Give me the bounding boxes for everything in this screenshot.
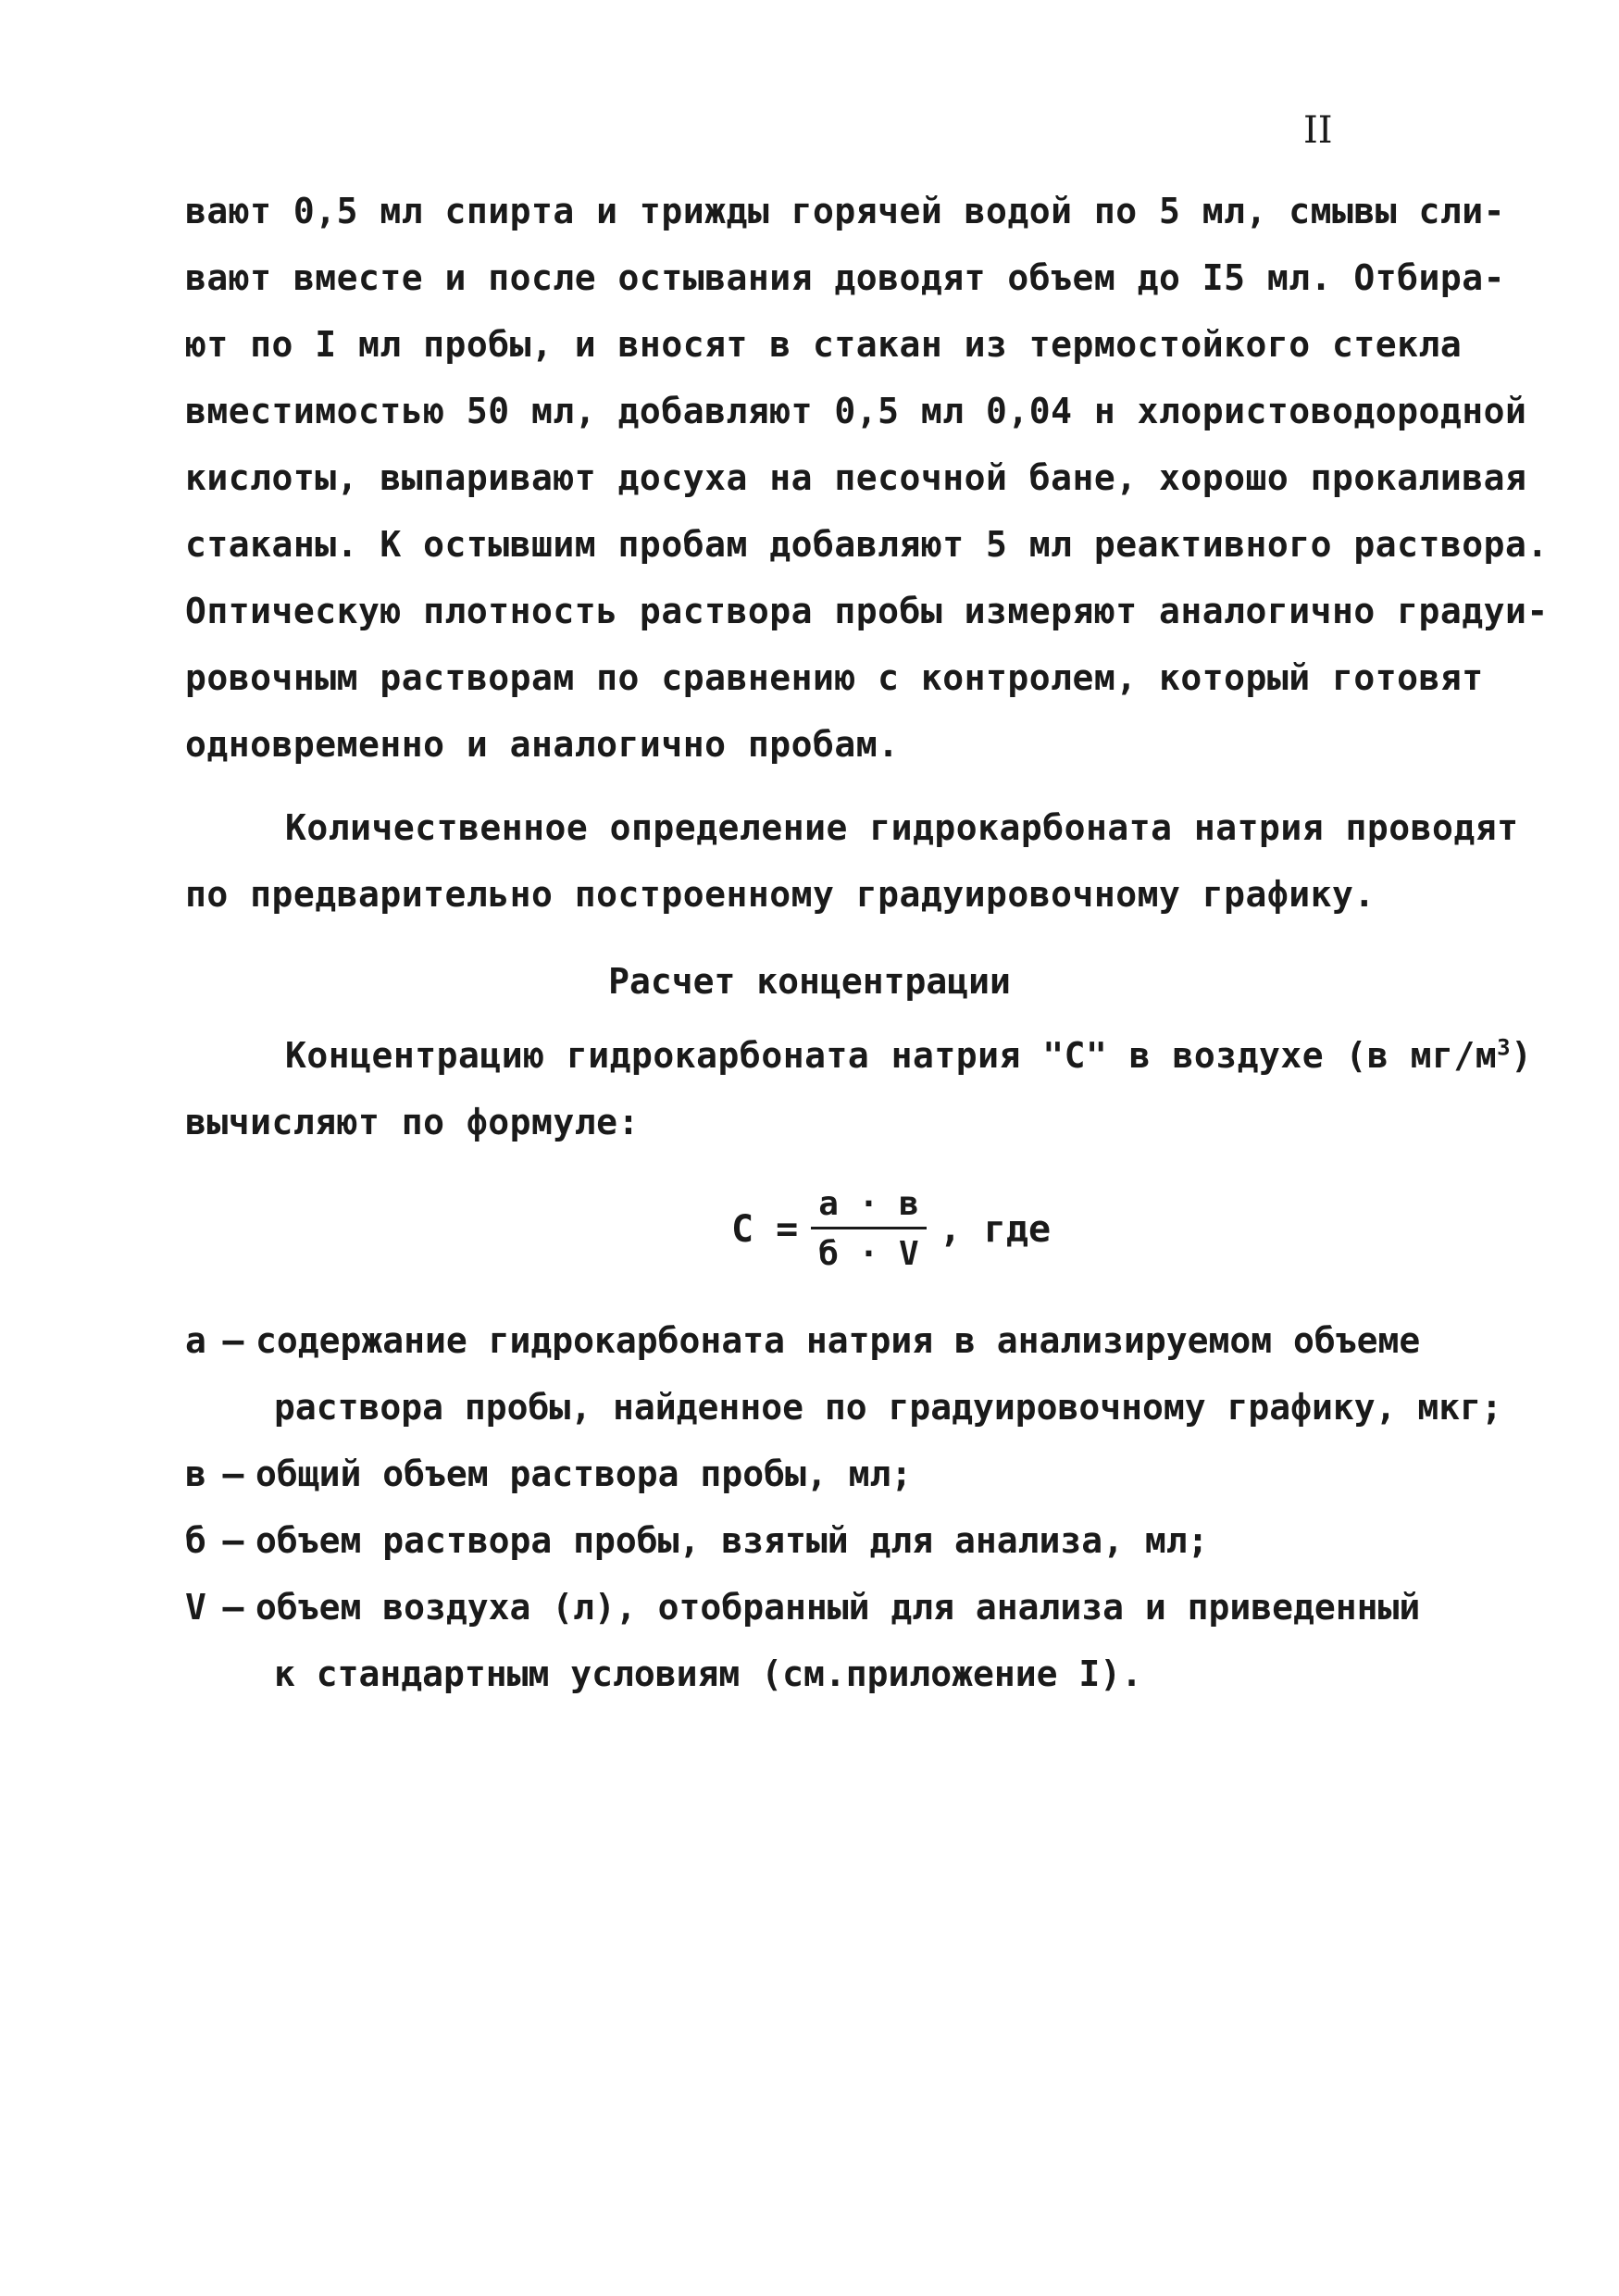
definition-air-volume: V – объем воздуха (л), отобранный для анализа и приведенный к стандартным условиям (см.приложение I). [185,1574,1500,1707]
formula-numerator: а · в [811,1185,926,1229]
text-line: Оптическую плотность раствора пробы измеряют аналогично градуи- [185,591,1549,631]
definition-text: объем воздуха (л), отобранный для анализа и приведенный [255,1587,1421,1628]
definition-text: раствора пробы, найденное по градуировочному графику, мкг; [274,1387,1502,1428]
definition-text: объем раствора пробы, взятый для анализа, мл; [255,1520,1209,1561]
definition-b: б – объем раствора пробы, взятый для анализа, мл; [185,1507,1500,1574]
paragraph-concentration [185,1022,1533,1155]
text-line: одновременно и аналогично пробам. [185,724,900,765]
concentration-text: Концентрацию гидрокарбоната натрия "С" в воздухе (в мг/м [285,1035,1498,1076]
text-line: стаканы. К остывшим пробам добавляют 5 мл реактивного раствора. [185,524,1549,565]
page-number: II [1303,109,1333,152]
text-line [185,1022,1533,1089]
text-line: вают вместе и после остывания доводят объем до I5 мл. Отбира- [185,257,1506,298]
definition-a: а – содержание гидрокарбоната натрия в анализируемом объеме раствора пробы, найденное по градуировочному графику, мкг; [185,1307,1500,1441]
text-line: ровочным растворам по сравнению с контролем, который готовят [185,657,1484,698]
formula-lhs: С = [731,1207,799,1251]
text-line: кислоты, выпаривают досуха на песочной бане, хорошо прокаливая [185,457,1527,498]
definition-text: к стандартным условиям (см.приложение I). [274,1653,1142,1694]
definition-symbol: в [185,1454,206,1494]
paragraph-method [185,178,1549,778]
definition-symbol: б [185,1520,206,1561]
definition-symbol: V [185,1587,206,1628]
superscript: 3 [1497,1034,1512,1061]
definition-symbol: а [185,1320,206,1361]
definition-v: в – общий объем раствора пробы, мл; [185,1441,1500,1507]
concentration-formula [731,1185,1051,1273]
text-line: по предварительно построенному градуировочному графику. [185,874,1376,915]
text-line: вычисляют по формуле: [185,1102,640,1142]
text-line: ют по I мл пробы, и вносят в стакан из термостойкого стекла [185,324,1463,365]
paragraph-quantitative [185,794,1519,928]
formula-fraction [811,1185,926,1273]
section-heading: Расчет концентрации [608,961,1011,1002]
definition-text: общий объем раствора пробы, мл; [255,1454,913,1494]
formula-suffix: , где [939,1207,1052,1251]
definition-text: содержание гидрокарбоната натрия в анализируемом объеме [255,1320,1421,1361]
text-line: вают 0,5 мл спирта и трижды горячей водой по 5 мл, смывы сли- [185,191,1506,231]
definitions-list [185,1307,1500,1707]
closing-paren: ) [1511,1035,1533,1076]
text-line: вместимостью 50 мл, добавляют 0,5 мл 0,04 н хлористоводородной [185,391,1527,431]
text-line: Количественное определение гидрокарбоната натрия проводят [285,807,1519,848]
formula-denominator: б · V [818,1235,919,1273]
